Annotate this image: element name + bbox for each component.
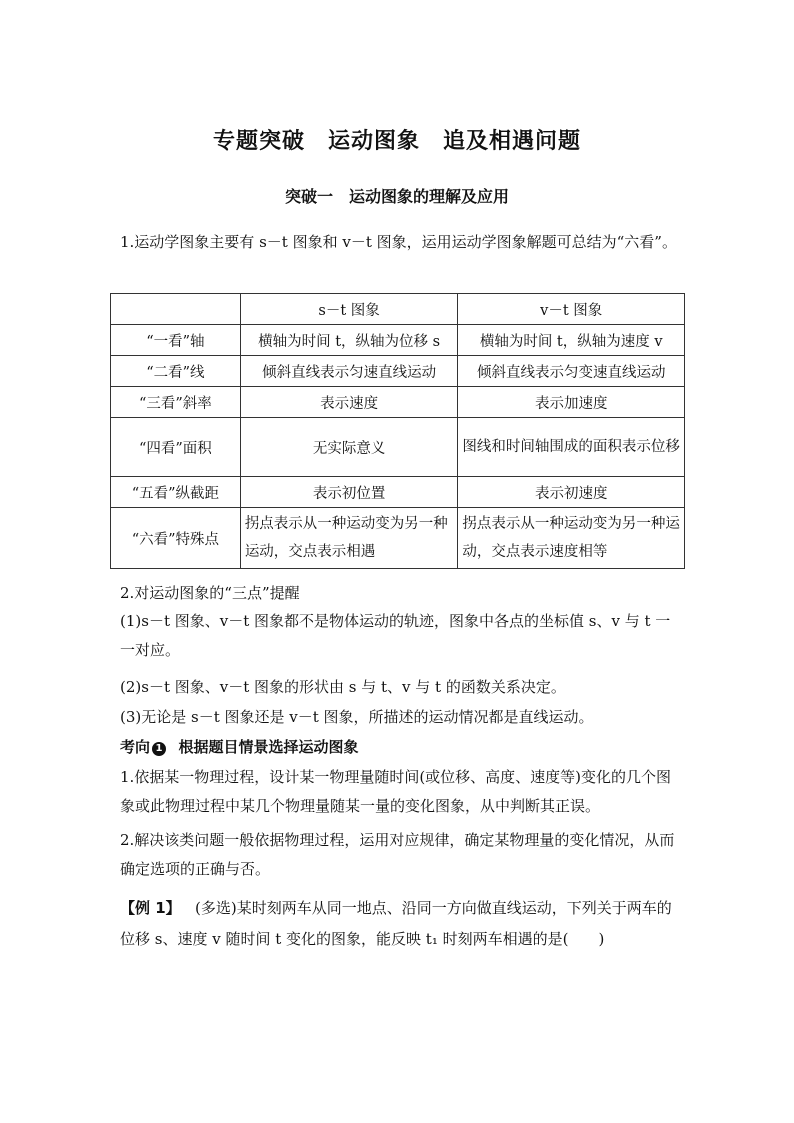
section-subtitle: 突破一 运动图象的理解及应用 [284, 187, 509, 206]
point-item: (3)无论是 s－t 图象还是 v－t 图象，所描述的运动情况都是直线运动。 [120, 708, 594, 726]
example-tag: 【例 1】 [120, 899, 181, 917]
table-cell: 图线和时间轴围成的面积表示位移 [458, 418, 685, 477]
table-cell: 拐点表示从一种运动变为另一种运动，交点表示相遇 [240, 508, 458, 569]
table-row [111, 508, 685, 569]
table-row [111, 477, 685, 508]
table-cell: 表示初位置 [240, 477, 458, 508]
table-cell: 横轴为时间 t，纵轴为位移 s [240, 325, 458, 356]
table-cell: 表示初速度 [458, 477, 685, 508]
table-cell: 表示速度 [240, 387, 458, 418]
table-row-label: “二看”线 [111, 356, 241, 387]
table-row-label: “六看”特殊点 [111, 508, 241, 569]
table-header-cell: s－t 图象 [240, 294, 458, 325]
table-row [111, 356, 685, 387]
table-cell: 倾斜直线表示匀变速直线运动 [458, 356, 685, 387]
section-heading [120, 736, 358, 757]
table-row-label: “五看”纵截距 [111, 477, 241, 508]
table-header-row [111, 294, 685, 325]
table-cell: 倾斜直线表示匀速直线运动 [240, 356, 458, 387]
table-cell: 拐点表示从一种运动变为另一种运动，交点表示速度相等 [458, 508, 685, 569]
point-item: (1)s－t 图象、v－t 图象都不是物体运动的轨迹，图象中各点的坐标值 s、v 与 t 一一对应。 [120, 612, 671, 659]
points-heading: 2.对运动图象的“三点”提醒 [120, 584, 300, 602]
table-row [111, 418, 685, 477]
table-row-label: “四看”面积 [111, 418, 241, 477]
number-badge-icon: 1 [152, 742, 166, 756]
table-row [111, 325, 685, 356]
table-row [111, 387, 685, 418]
example-paragraph [120, 893, 680, 955]
six-views-table [110, 293, 685, 569]
section-heading-text: 根据题目情景选择运动图象 [178, 738, 359, 756]
method-paragraph: 2.解决该类问题一般依据物理过程，运用对应规律，确定某物理量的变化情况，从而确定选项的正确与否。 [120, 831, 675, 878]
point-item: (2)s－t 图象、v－t 图象的形状由 s 与 t、v 与 t 的函数关系决定。 [120, 678, 566, 696]
intro-paragraph: 1.运动学图象主要有 s－t 图象和 v－t 图象，运用运动学图象解题可总结为“六看”。 [120, 233, 677, 251]
table-row-label: “三看”斜率 [111, 387, 241, 418]
table-header-cell [111, 294, 241, 325]
table-row-label: “一看”轴 [111, 325, 241, 356]
table-cell: 表示加速度 [458, 387, 685, 418]
table-cell: 无实际意义 [240, 418, 458, 477]
section-label: 考向 [120, 738, 151, 756]
table-cell: 横轴为时间 t，纵轴为速度 v [458, 325, 685, 356]
example-text: (多选)某时刻两车从同一地点、沿同一方向做直线运动，下列关于两车的位移 s、速度 v 随时间 t 变化的图象，能反映 t₁ 时刻两车相遇的是( ) [120, 899, 672, 948]
page-title: 专题突破 运动图象 追及相遇问题 [212, 129, 581, 154]
method-paragraph: 1.依据某一物理过程，设计某一物理量随时间(或位移、高度、速度等)变化的几个图象或此物理过程中某几个物理量随某一量的变化图象，从中判断其正误。 [120, 768, 672, 815]
table-header-cell: v－t 图象 [458, 294, 685, 325]
